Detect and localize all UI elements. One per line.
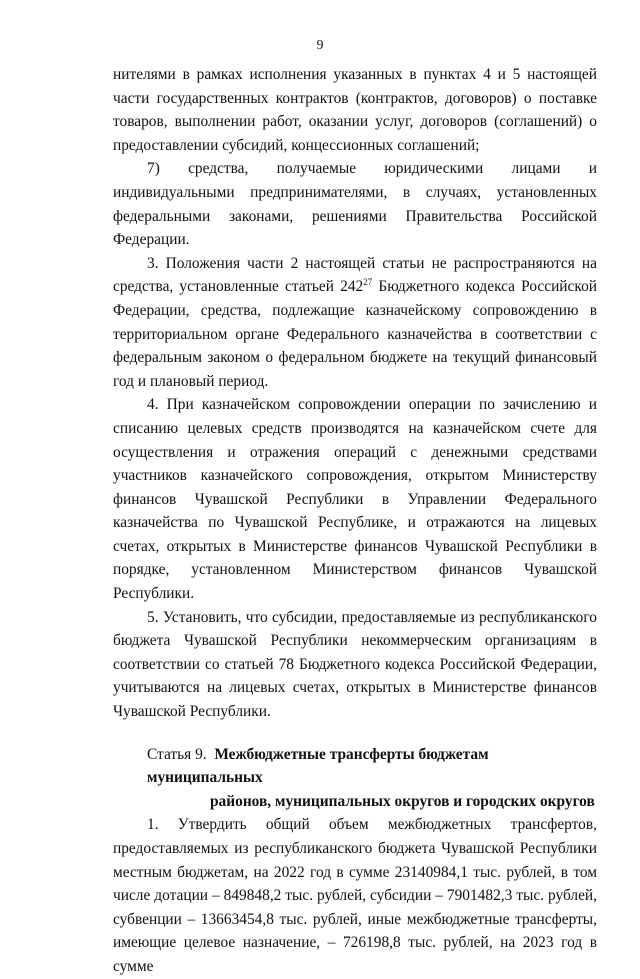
paragraph-item-7: 7) средства, получаемые юридическими лицами и индивидуальными предпринимателями, в случаях, установленных федеральными законами, решениями Правительства Российской Федерации. — [113, 160, 597, 249]
page-number: 9 — [316, 38, 324, 53]
article-heading — [113, 743, 597, 814]
paragraph-part-5: 5. Установить, что субсидии, предоставляемые из республиканского бюджета Чувашской Республики некоммерческим организациям в соответствии со статьей 78 Бюджетного кодекса Российской Федерации, учитываются на лицевых счетах, открытых в Министерстве финансов Чувашской Республики. — [113, 608, 597, 721]
paragraph-continuation: нителями в рамках исполнения указанных в пунктах 4 и 5 настоящей части государственных контрактов (контрактов, договоров) о поставке товаров, выполнении работ, оказании услуг, договоров (соглашений) о предоставлении субсидий, концессионных соглашений; — [113, 66, 597, 154]
paragraph-article-9-part-1: 1. Утвердить общий объем межбюджетных трансфертов, предоставляемых из республиканского бюджета Чувашской Республики местным бюджетам, на 2022 год в сумме 23140984,1 тыс. рублей, в том числе дотации – 849848,2 тыс. рублей, субсидии – 7901482,3 тыс. рублей, субвенции – 13663454,8 тыс. рублей, иные межбюджетные трансферты, имеющие целевое назначение, – 726198,8 тыс. рублей, на 2023 год в сумме — [113, 816, 597, 975]
article-number: Статья 9. — [147, 745, 207, 763]
article-title-line1: Межбюджетные трансферты бюджетам муниципальных — [147, 745, 489, 787]
paragraph-part-3-text-b: Бюджетного кодекса Российской Федерации, средства, подлежащие казначейскому сопровождению в территориальном органе Федерального казначейства в соответствии с федеральным законом о федеральном бюджете на текущий финансовый год и плановый период. — [113, 278, 598, 390]
paragraph-part-3 — [113, 252, 597, 394]
article-superscript: 27 — [363, 277, 373, 288]
paragraph-part-3-text-a: 3. Положения части 2 настоящей статьи не распространяются на средства, установленные статьей 242 — [113, 254, 597, 296]
article-title-line2: районов, муниципальных округов и городских округов — [210, 792, 595, 810]
document-body — [113, 63, 597, 979]
paragraph-part-4: 4. При казначейском сопровождении операции по зачислению и списанию целевых средств производятся на казначейском счете для осуществления и отражения операций с денежными средствами участников казначейского сопровождения, открытом Министерству финансов Чувашской Республики в Управлении Федерального казначейства по Чувашской Республике, и отражаются на лицевых счетах, открытых в Министерстве финансов Чувашской Республики в порядке, установленном Министерством финансов Чувашской Республики. — [113, 396, 597, 603]
